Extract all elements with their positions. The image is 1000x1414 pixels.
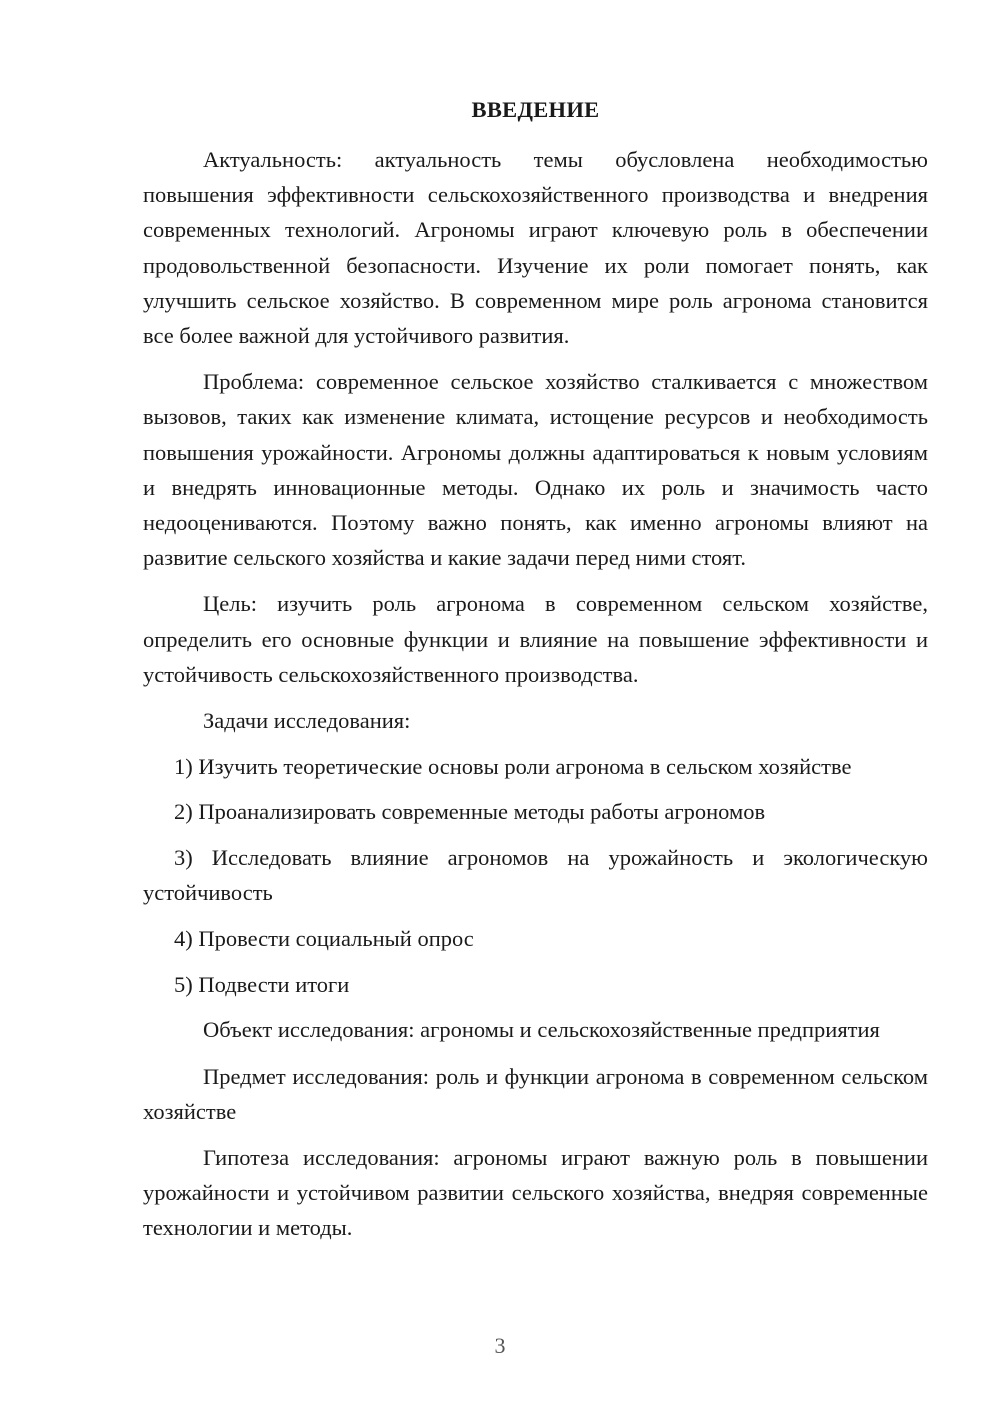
task-list — [143, 749, 928, 1002]
task-item: 1) Изучить теоретические основы роли агронома в сельском хозяйстве — [174, 753, 852, 779]
paragraph-goal: Цель: изучить роль агронома в современном сельском хозяйстве, определить его основные функции и влияние на повышение эффективности и устойчивость сельскохозяйственного производства. — [143, 591, 928, 687]
paragraph-relevance: Актуальность: актуальность темы обусловлена необходимостью повышения эффективности сельскохозяйственного производства и внедрения современных технологий. Агрономы играют ключевую роль в обеспечении продовольственной безопасности. Изучение их роли помогает понять, как улучшить сельское хозяйство. В современном мире роль агронома становится все более важной для устойчивого развития. — [143, 147, 928, 349]
paragraph-problem: Проблема: современное сельское хозяйство сталкивается с множеством вызовов, таких как изменение климата, истощение ресурсов и необходимость повышения урожайности. Агрономы должны адаптироваться к новым условиям и внедрять инновационные методы. Однако их роль и значимость часто недооцениваются. Поэтому важно понять, как именно агрономы влияют на развитие сельского хозяйства и какие задачи перед ними стоят. — [143, 369, 928, 571]
paragraph-hypothesis: Гипотеза исследования: агрономы играют важную роль в повышении урожайности и устойчивом развитии сельского хозяйства, внедряя современные технологии и методы. — [143, 1145, 928, 1241]
task-item: 3) Исследовать влияние агрономов на урожайность и экологическую устойчивость — [143, 845, 928, 906]
tasks-heading: Задачи исследования: — [203, 708, 411, 734]
section-title: ВВЕДЕНИЕ — [471, 97, 600, 122]
paragraph-object: Объект исследования: агрономы и сельскохозяйственные предприятия — [203, 1017, 880, 1043]
task-item: 4) Провести социальный опрос — [174, 926, 474, 952]
task-item: 2) Проанализировать современные методы работы агрономов — [174, 799, 766, 825]
paragraph-subject: Предмет исследования: роль и функции агронома в современном сельском хозяйстве — [143, 1063, 928, 1124]
document-page — [143, 92, 928, 1257]
task-item: 5) Подвести итоги — [174, 971, 350, 997]
page-number: 3 — [494, 1333, 506, 1358]
